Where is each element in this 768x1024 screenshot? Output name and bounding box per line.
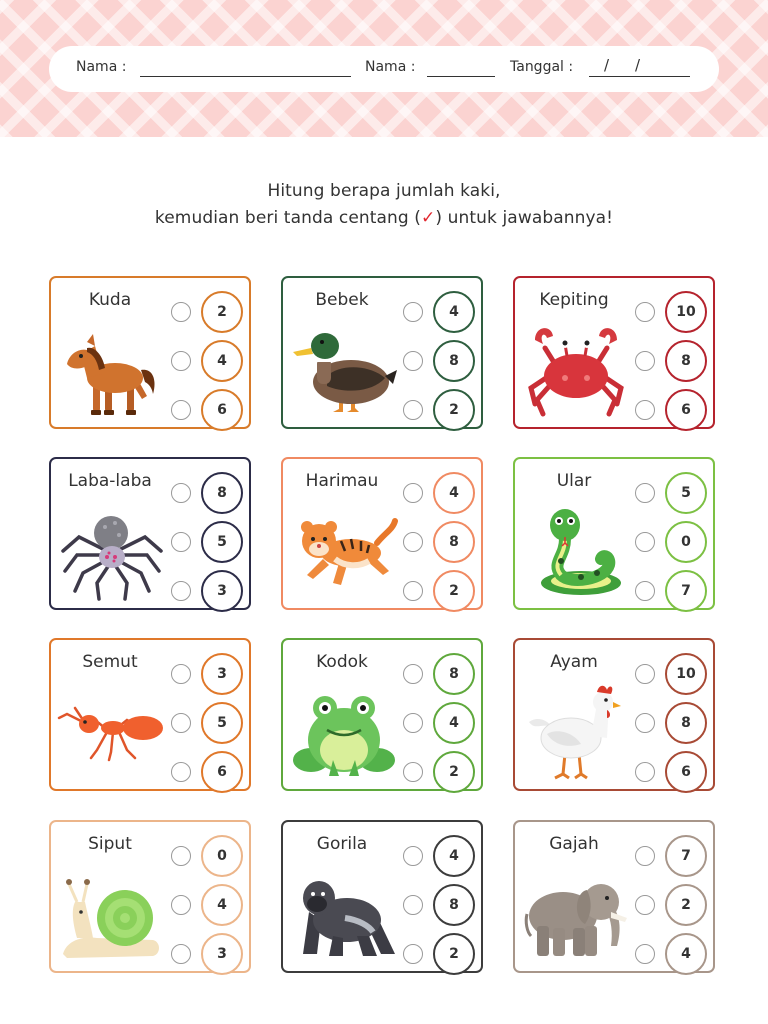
name-field-1[interactable] [140,76,351,77]
answer-radio[interactable] [171,302,191,322]
answer-radio[interactable] [403,400,423,420]
answer-option-number: 10 [665,653,707,695]
answer-option-number: 8 [201,472,243,514]
answer-radio[interactable] [171,581,191,601]
animal-card-bebek [281,276,483,429]
name-label-1: Nama : [76,59,127,75]
answer-option-number: 7 [665,570,707,612]
student-info-bar [49,46,719,92]
answer-radio[interactable] [635,944,655,964]
duck-icon [289,318,399,422]
answer-radio[interactable] [635,400,655,420]
answer-option-number: 8 [433,340,475,382]
animal-name: Kodok [316,652,368,672]
answer-option-number: 2 [433,570,475,612]
date-field[interactable] [589,76,690,77]
answer-radio[interactable] [635,846,655,866]
answer-option-number: 3 [201,570,243,612]
snake-icon [521,499,631,603]
answer-option-number: 3 [201,933,243,975]
answer-option-number: 5 [201,521,243,563]
answer-radio[interactable] [403,532,423,552]
answer-radio[interactable] [171,483,191,503]
answer-option-number: 5 [201,702,243,744]
answer-option-number: 8 [433,521,475,563]
instruction-text-before: kemudian beri tanda centang ( [154,208,422,228]
animal-name: Ular [556,471,592,491]
answer-radio[interactable] [171,351,191,371]
ant-icon [57,680,167,784]
animal-card-harimau [281,457,483,610]
date-slash-1: / [604,56,610,74]
elephant-icon [521,862,631,966]
answer-option-number: 0 [201,835,243,877]
animal-name: Bebek [315,290,369,310]
animal-card-laba-laba [49,457,251,610]
answer-radio[interactable] [635,483,655,503]
answer-option-number: 4 [201,340,243,382]
instruction-text-after: ) untuk jawabannya! [435,208,614,228]
animal-card-kodok [281,638,483,791]
animal-name: Kuda [88,290,132,310]
answer-radio[interactable] [171,664,191,684]
checkmark-icon: ✓ [421,208,436,228]
answer-option-number: 2 [433,389,475,431]
animal-card-siput [49,820,251,973]
tiger-icon [289,499,399,603]
answer-option-number: 7 [665,835,707,877]
answer-radio[interactable] [635,713,655,733]
answer-radio[interactable] [635,762,655,782]
animal-card-gorila [281,820,483,973]
crab-icon [521,318,631,422]
answer-radio[interactable] [403,351,423,371]
animal-name: Laba-laba [68,471,152,491]
animal-name: Harimau [305,471,379,491]
answer-option-number: 6 [665,751,707,793]
answer-option-number: 2 [665,884,707,926]
gorilla-icon [289,862,399,966]
horse-icon [57,318,167,422]
instruction-line-1: Hitung berapa jumlah kaki, [267,181,501,201]
answer-option-number: 5 [665,472,707,514]
chicken-icon [521,680,631,784]
answer-option-number: 10 [665,291,707,333]
answer-radio[interactable] [635,581,655,601]
animal-card-gajah [513,820,715,973]
answer-radio[interactable] [403,846,423,866]
animal-name: Gajah [549,834,599,854]
answer-option-number: 2 [433,933,475,975]
answer-radio[interactable] [171,713,191,733]
answer-radio[interactable] [403,581,423,601]
answer-option-number: 0 [665,521,707,563]
answer-radio[interactable] [403,895,423,915]
answer-option-number: 2 [433,751,475,793]
answer-radio[interactable] [171,944,191,964]
answer-radio[interactable] [403,762,423,782]
name-field-2[interactable] [427,76,495,77]
animal-name: Ayam [550,652,598,672]
name-label-2: Nama : [365,59,416,75]
answer-radio[interactable] [403,483,423,503]
answer-radio[interactable] [171,762,191,782]
animal-card-kuda [49,276,251,429]
answer-option-number: 6 [201,389,243,431]
answer-radio[interactable] [635,895,655,915]
answer-option-number: 8 [433,653,475,695]
answer-option-number: 8 [665,340,707,382]
answer-option-number: 4 [433,835,475,877]
answer-option-number: 4 [433,291,475,333]
answer-radio[interactable] [635,302,655,322]
animal-card-ular [513,457,715,610]
answer-option-number: 3 [201,653,243,695]
answer-option-number: 8 [665,702,707,744]
date-slash-2: / [635,56,641,74]
answer-radio[interactable] [403,302,423,322]
answer-option-number: 8 [433,884,475,926]
animal-card-semut [49,638,251,791]
animal-name: Semut [82,652,138,672]
answer-radio[interactable] [403,944,423,964]
spider-icon [57,499,167,603]
date-label: Tanggal : [510,59,574,75]
snail-icon [57,862,167,966]
answer-option-number: 6 [201,751,243,793]
answer-radio[interactable] [171,895,191,915]
answer-option-number: 2 [201,291,243,333]
animal-card-kepiting [513,276,715,429]
frog-icon [289,680,399,784]
animal-name: Siput [88,834,132,854]
answer-radio[interactable] [171,400,191,420]
answer-option-number: 4 [433,702,475,744]
animal-card-ayam [513,638,715,791]
instruction-line-2 [0,208,768,228]
animal-name: Gorila [316,834,368,854]
answer-option-number: 6 [665,389,707,431]
answer-radio[interactable] [171,846,191,866]
answer-radio[interactable] [403,664,423,684]
answer-option-number: 4 [665,933,707,975]
answer-radio[interactable] [171,532,191,552]
answer-radio[interactable] [635,351,655,371]
animal-name: Kepiting [539,290,609,310]
answer-radio[interactable] [635,664,655,684]
answer-option-number: 4 [201,884,243,926]
answer-radio[interactable] [403,713,423,733]
answer-option-number: 4 [433,472,475,514]
answer-radio[interactable] [635,532,655,552]
